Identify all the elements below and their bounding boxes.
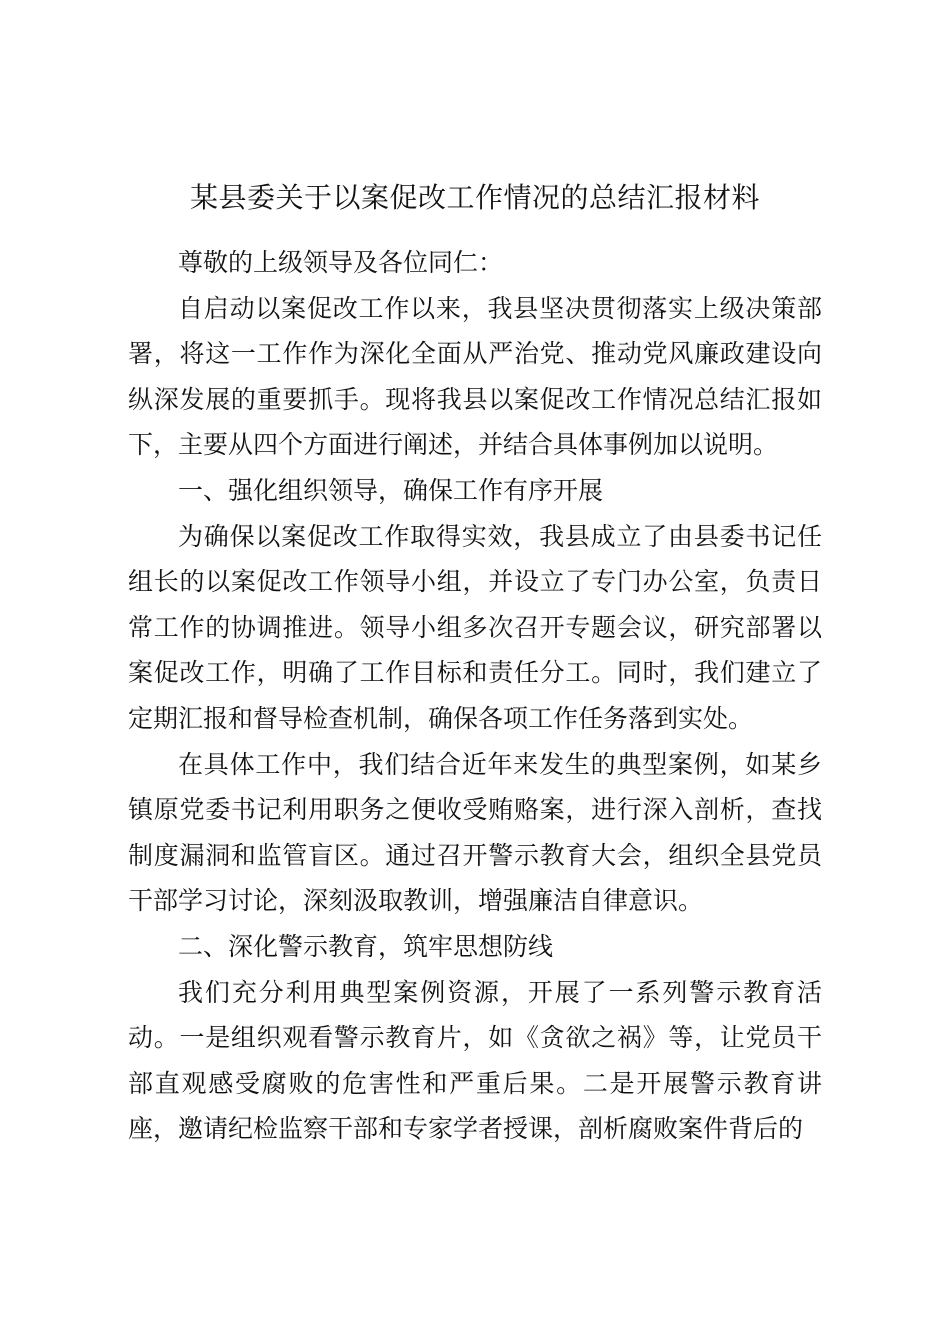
section-heading-1: 一、强化组织领导，确保工作有序开展 [178, 475, 604, 505]
paragraph-section2-a: 我们充分利用典型案例资源，开展了一系列警示教育活动。一是组织观看警示教育片，如《贪欲之祸》等，让党员干部直观感受腐败的危害性和严重后果。二是开展警示教育讲座，邀请纪检监察干部和专家学者授课，剖析腐败案件背后的 [128, 977, 822, 1144]
salutation: 尊敬的上级领导及各位同仁： [178, 248, 504, 277]
document-body [128, 240, 822, 1152]
paragraph-section1-a: 为确保以案促改工作取得实效，我县成立了由县委书记任组长的以案促改工作领导小组，并设立了专门办公室，负责日常工作的协调推进。领导小组多次召开专题会议，研究部署以案促改工作，明确了工作目标和责任分工。同时，我们建立了定期汇报和督导检查机制，确保各项工作任务落到实处。 [128, 521, 822, 733]
document-title: 某县委关于以案促改工作情况的总结汇报材料 [189, 181, 760, 214]
paragraph-intro: 自启动以案促改工作以来，我县坚决贯彻落实上级决策部署，将这一工作作为深化全面从严治党、推动党风廉政建设向纵深发展的重要抓手。现将我县以案促改工作情况总结汇报如下，主要从四个方面进行阐述，并结合具体事例加以说明。 [128, 293, 822, 460]
paragraph-section1-b: 在具体工作中，我们结合近年来发生的典型案例，如某乡镇原党委书记利用职务之便收受贿赂案，进行深入剖析，查找制度漏洞和监管盲区。通过召开警示教育大会，组织全县党员干部学习讨论，深刻汲取教训，增强廉洁自律意识。 [128, 749, 822, 916]
section-heading-2: 二、深化警示教育，筑牢思想防线 [178, 931, 554, 961]
